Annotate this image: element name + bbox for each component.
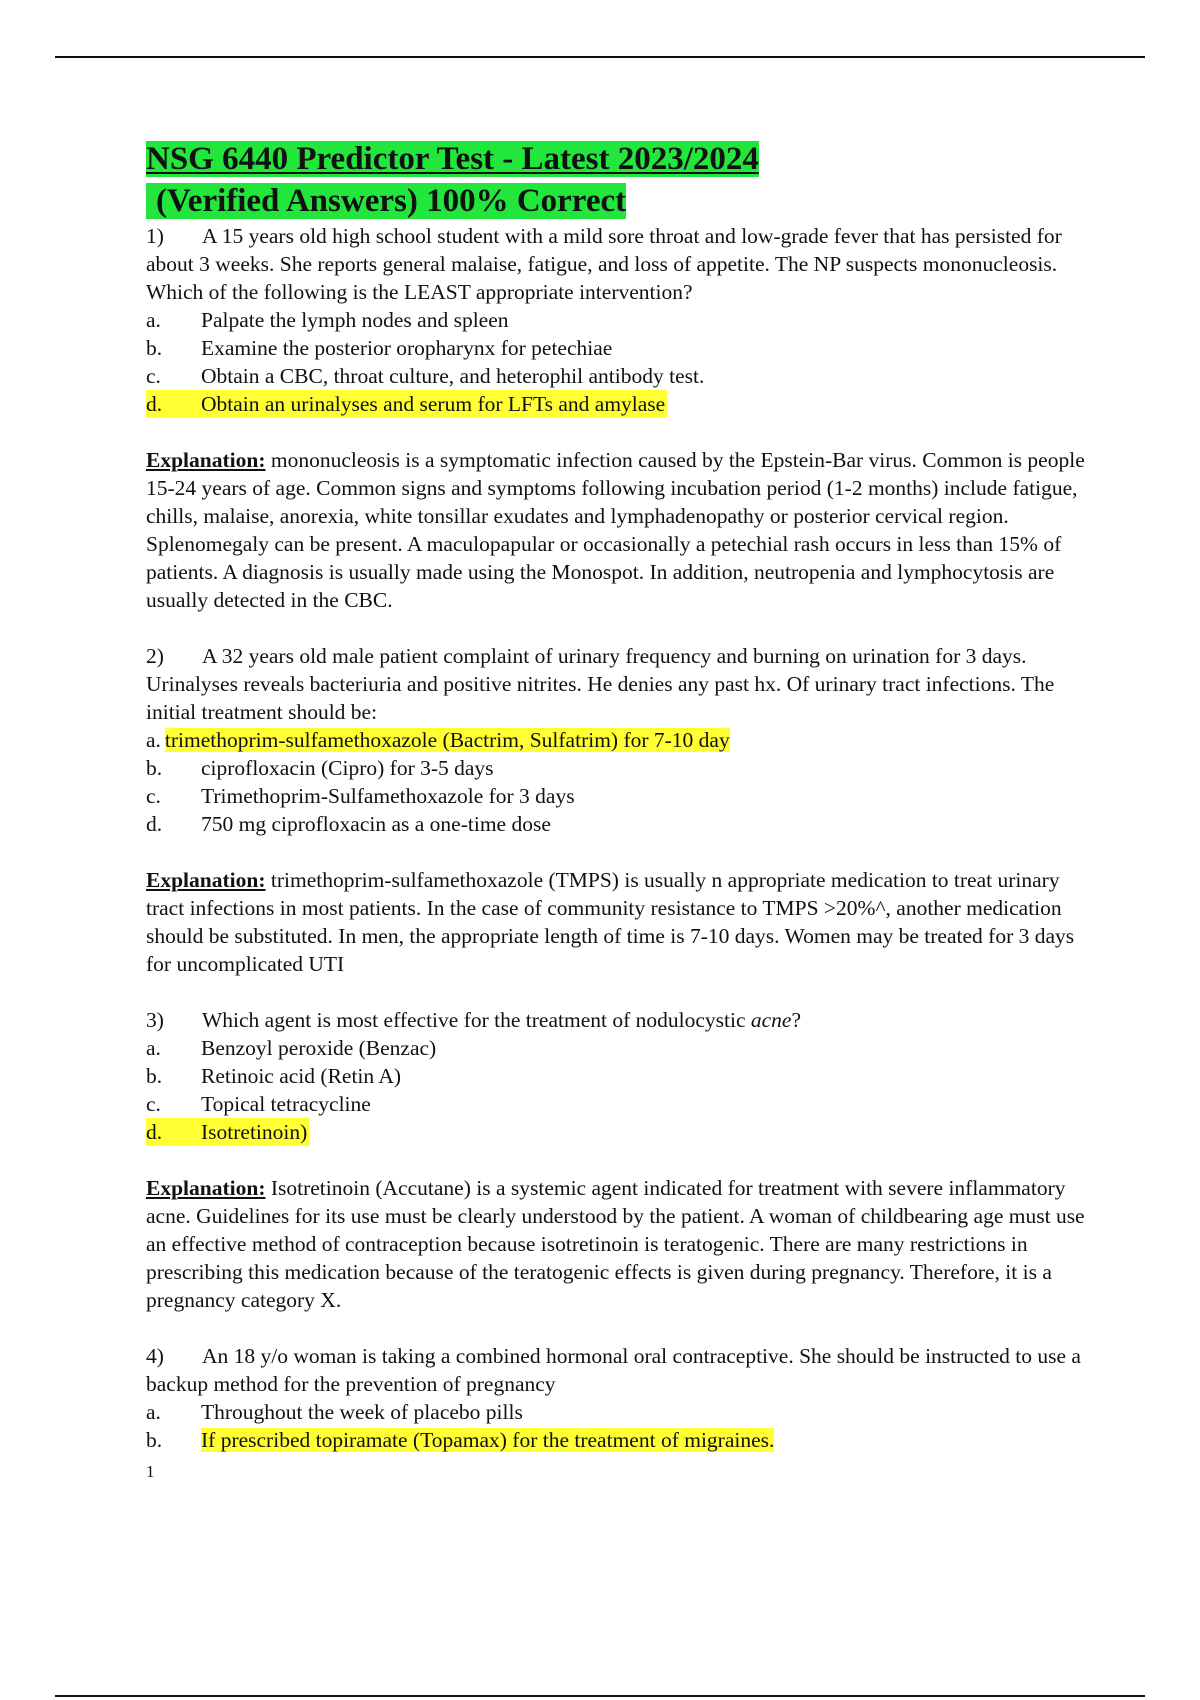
option-letter: a. [146,728,161,752]
question-stem-italic: acne [750,1008,792,1032]
top-rule [55,56,1145,58]
option-letter: b. [146,336,163,360]
option-letter: b. [146,1064,163,1088]
question-stem: A 32 years old male patient complaint of urinary frequency and burning on urination for 3 days. Urinalyses reveals bacteriuria and positive nitrites. He denies any past hx. Of urinary tract infections. The initial treatment should be: [146,644,1055,724]
document-title [146,138,1096,222]
option-text: Trimethoprim-Sulfamethoxazole for 3 days [201,784,575,808]
option-letter: d. [146,812,163,836]
explanation-text: trimethoprim-sulfamethoxazole (TMPS) is usually n appropriate medication to treat urinary tract infections in most patients. In the case of community resistance to TMPS >20%^, another medication should be substituted. In men, the appropriate length of time is 7-10 days. Women may be treated for 3 days for uncomplicated UTI [146,868,1075,976]
question-2 [146,642,1096,838]
option-text: Palpate the lymph nodes and spleen [201,308,509,332]
option-text: trimethoprim-sulfamethoxazole (Bactrim, Sulfatrim) for 7-10 day [164,728,730,752]
option-d-correct [146,390,667,418]
option-letter: b. [146,756,163,780]
option-b [146,334,1096,362]
question-2-text [146,642,1096,726]
option-text: Topical tetracycline [201,1092,371,1116]
document-page [146,138,1096,1482]
question-number: 1) [146,224,164,248]
option-text: Obtain an urinalyses and serum for LFTs and amylase [201,392,666,416]
option-letter: c. [146,1092,161,1116]
question-stem-end: ? [791,1008,802,1032]
explanation-label: Explanation: [146,1176,266,1200]
option-c [146,1090,1096,1118]
option-text: Examine the posterior oropharynx for petechiae [201,336,613,360]
title-line-2: (Verified Answers) 100% Correct [146,183,626,219]
question-1 [146,222,1096,418]
option-a-correct [146,726,1096,754]
option-text: If prescribed topiramate (Topamax) for the treatment of migraines. [201,1428,775,1452]
question-stem: A 15 years old high school student with a mild sore throat and low-grade fever that has persisted for about 3 weeks. She reports general malaise, fatigue, and loss of appetite. The NP suspects mononucleosis. Which of the following is the LEAST appropriate intervention? [146,224,1062,304]
option-text: 750 mg ciprofloxacin as a one-time dose [201,812,551,836]
question-stem: An 18 y/o woman is taking a combined hormonal oral contraceptive. She should be instructed to use a backup method for the prevention of pregnancy [146,1344,1081,1396]
option-text: Throughout the week of placebo pills [201,1400,523,1424]
question-4 [146,1342,1096,1454]
explanation-text: mononucleosis is a symptomatic infection caused by the Epstein-Bar virus. Common is people 15-24 years of age. Common signs and symptoms following incubation period (1-2 months) include fatigue, chills, malaise, anorexia, white tonsillar exudates and lymphadenopathy or posterior cervical region. Splenomegaly can be present. A maculopapular or occasionally a petechial rash occurs in less than 15% of patients. A diagnosis is usually made using the Monospot. In addition, neutropenia and lymphocytosis are usually detected in the CBC. [146,448,1085,612]
option-c [146,782,1096,810]
question-3-text [146,1006,1096,1034]
explanation-3 [146,1174,1096,1314]
bottom-rule [55,1695,1145,1697]
option-letter: b. [146,1428,163,1452]
question-4-text [146,1342,1096,1398]
option-letter: a. [146,1400,161,1424]
explanation-label: Explanation: [146,448,266,472]
option-a [146,1034,1096,1062]
option-text: Benzoyl peroxide (Benzac) [201,1036,437,1060]
option-letter: a. [146,308,161,332]
option-a [146,1398,1096,1426]
option-c [146,362,1096,390]
option-text: Isotretinoin) [201,1120,308,1144]
option-letter: c. [146,364,161,388]
option-b [146,754,1096,782]
question-1-text [146,222,1096,306]
option-text: Retinoic acid (Retin A) [201,1064,402,1088]
title-line-1: NSG 6440 Predictor Test - Latest 2023/2024 [146,141,759,177]
option-d [146,810,1096,838]
question-3 [146,1006,1096,1146]
option-letter: d. [146,392,163,416]
explanation-2 [146,866,1096,978]
option-a [146,306,1096,334]
explanation-1 [146,446,1096,614]
question-stem: Which agent is most effective for the treatment of nodulocystic [202,1008,751,1032]
option-text: ciprofloxacin (Cipro) for 3-5 days [201,756,494,780]
page-number: 1 [146,1462,155,1481]
explanation-label: Explanation: [146,868,266,892]
option-letter: d. [146,1120,163,1144]
option-b [146,1062,1096,1090]
option-text: Obtain a CBC, throat culture, and heterophil antibody test. [201,364,705,388]
option-b-correct [146,1426,1096,1454]
question-number: 4) [146,1344,164,1368]
question-number: 3) [146,1008,164,1032]
option-letter: a. [146,1036,161,1060]
option-letter: c. [146,784,161,808]
option-d-correct [146,1118,309,1146]
explanation-text: Isotretinoin (Accutane) is a systemic agent indicated for treatment with severe inflammatory acne. Guidelines for its use must be clearly understood by the patient. A woman of childbearing age must use an effective method of contraception because isotretinoin is teratogenic. There are many restrictions in prescribing this medication because of the teratogenic effects is given during pregnancy. Therefore, it is a pregnancy category X. [146,1176,1085,1312]
question-number: 2) [146,644,164,668]
